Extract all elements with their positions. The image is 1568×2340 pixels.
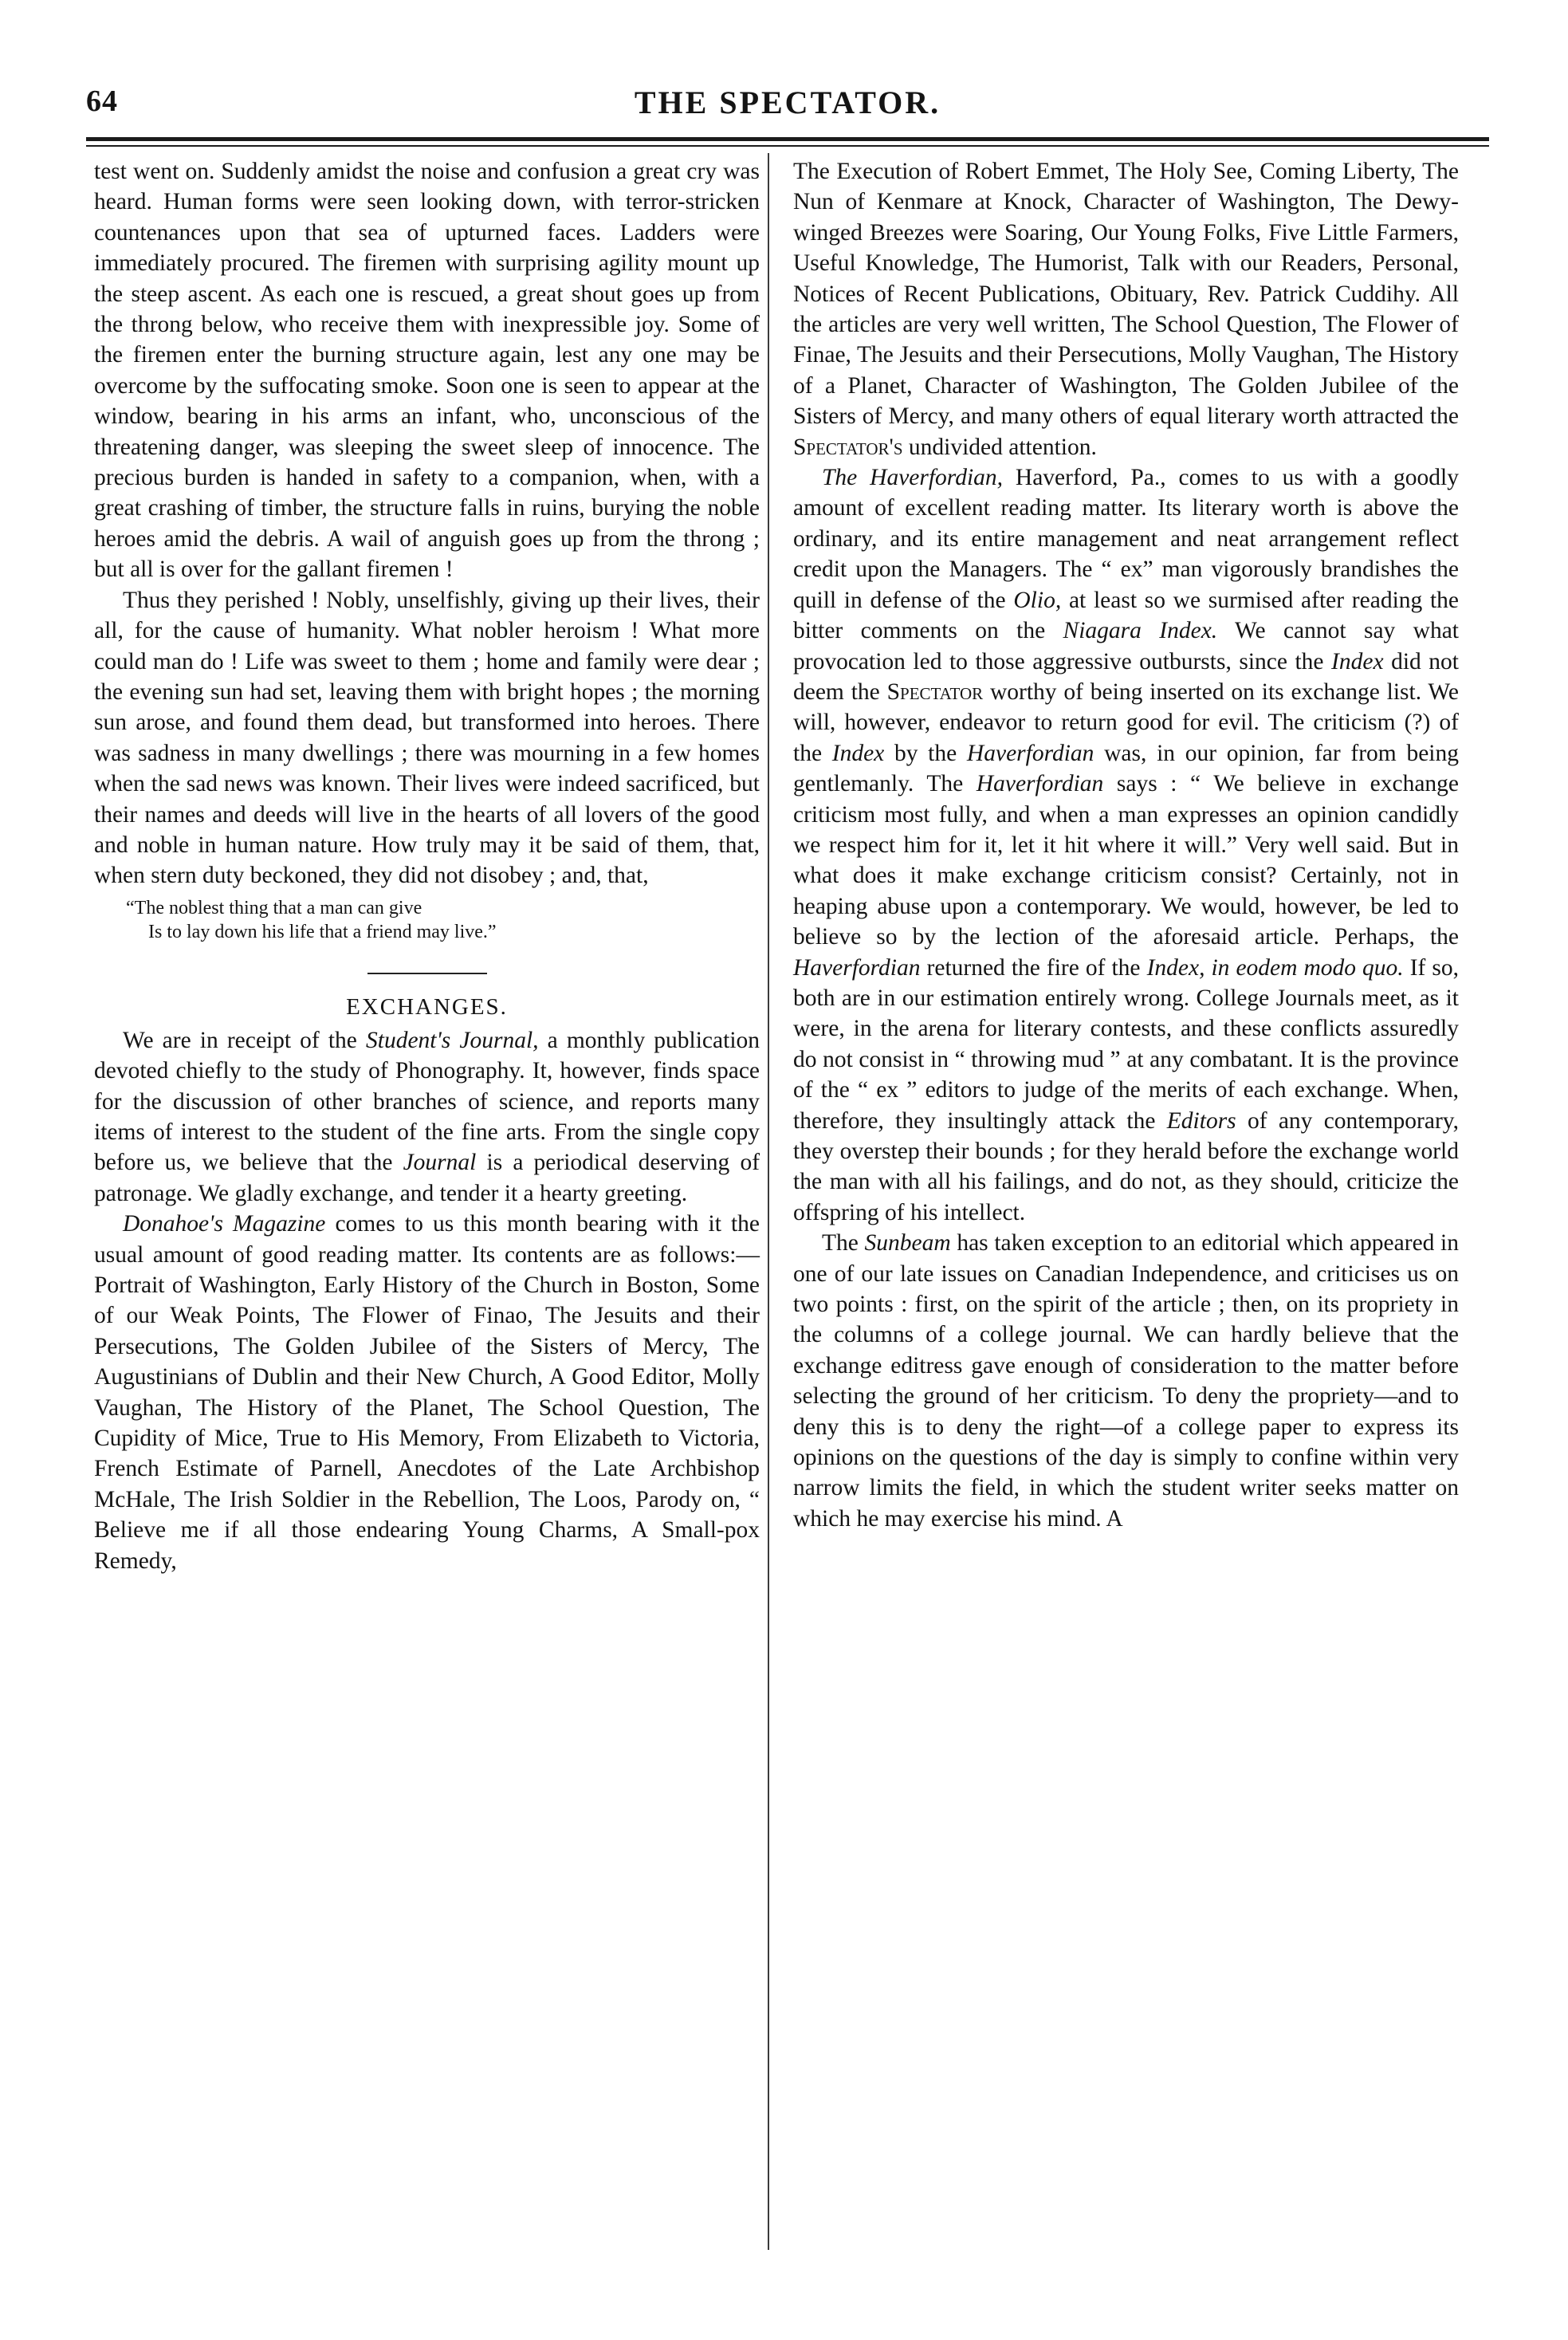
haverfordian-paragraph: The Haverfordian, Haverford, Pa., comes to us with a goodly amount of excellent reading matter. Its literary worth is above the ordinary, and its entire management and neat arrangement reflect credit upon the Managers. The “ ex” man vigorously brandishes the quill in defense of the Olio, at least so we surmised after reading the bitter comments on the Niagara Index. We cannot say what provocation led to those aggressive outbursts, since the Index did not deem the Spectator worthy of being inserted on its exchange list. We will, however, endeavor to return good for evil. The criticism (?) of the Index by the Haverfordian was, in our opinion, far from being gentlemanly. The Haverfordian says : “ We believe in exchange criticism most fully, and when a man expresses an opinion candidly we respect him for it, let it hit where it will.” Very well said. But in what does it make exchange criticism consist? Certainly, not in heaping abuse upon a contemporary. We would, however, be led to believe so by the lection of the aforesaid article. Perhaps, the Haverfordian returned the fire of the Index, in eodem modo quo. If so, both are in our estimation entirely wrong. College Journals meet, as it were, in the arena for literary contests, and these conflicts assuredly do not consist in “ throwing mud ” at any combatant. It is the province of the “ ex ” editors to judge of the merits of each exchange. When, therefore, they insultingly attack the Editors of any contemporary, they overstep their bounds ; for they herald before the exchange world the man with all his failings, and do not, as they should, criticize the offspring of his intellect. bbox=[793, 465, 1460, 1225]
header-rule-thin bbox=[86, 145, 1489, 147]
left-column bbox=[94, 156, 760, 1576]
donahoes-contents-continued: The Execution of Robert Emmet, The Holy See, Coming Liberty, The Nun of Kenmare at Knock, Character of Washington, The Dewy-winged Breezes were Soaring, Our Young Folks, Five Little Farmers, Useful Knowledge, The Humorist, Talk with our Readers, Personal, Notices of Recent Publications, Obituary, Rev. Patrick Cuddihy. All the articles are very well written, The School Question, The Flower of Finae, The Jesuits and their Persecutions, Molly Vaughan, The History of a Planet, Character of Washington, The Golden Jubilee of the Sisters of Mercy, and many others of equal literary worth attracted the Spectator's undivided attention. bbox=[793, 159, 1459, 460]
verse-line-2: Is to lay down his life that a friend may live.” bbox=[148, 921, 497, 942]
exchanges-heading: EXCHANGES. bbox=[346, 993, 508, 1020]
fire-story-continued: test went on. Suddenly amidst the noise and confusion a great cry was heard. Human forms were seen looking down, with terror-stricken countenances upon that sea of upturned faces. Ladders were immediately procured. The firemen with surprising agility mount up the steep ascent. As each one is rescued, a great shout goes up from the throng below, who receive them with inexpressible joy. Some of the firemen enter the burning structure again, lest any one may be overcome by the suffocating smoke. Soon one is seen to appear at the window, bearing in his arms an infant, who, unconscious of the threatening danger, was sleeping the sweet sleep of innocence. The precious burden is handed in safety to a companion, when, with a great crashing of timber, the structure falls in ruins, burying the noble heroes amid the debris. A wail of anguish goes up from the throng ; but all is over for the gallant firemen ! bbox=[94, 159, 760, 583]
verse-quote bbox=[126, 896, 760, 944]
page-number: 64 bbox=[86, 85, 118, 118]
running-head-title: THE SPECTATOR. bbox=[634, 85, 941, 120]
donahoes-magazine-paragraph: Donahoe's Magazine comes to us this month bearing with it the usual amount of good reading matter. Its contents are as follows:— Portrait of Washington, Early History of the Church in Boston, Some of our Weak Points, The Flower of Finao, The Jesuits and their Persecutions, The Golden Jubilee of the Sisters of Mercy, The Augustinians of Dublin and their New Church, A Good Editor, Molly Vaughan, The History of the Planet, The School Question, The Cupidity of Mice, True to His Memory, From Elizabeth to Victoria, French Estimate of Parnell, Anecdotes of the Late Archbishop McHale, The Irish Soldier in the Rebellion, The Loos, Parody on, “ Believe me if all those endearing Young Charms, A Small-pox Remedy, bbox=[94, 1211, 760, 1574]
section-divider bbox=[367, 973, 487, 974]
students-journal-paragraph: We are in receipt of the Student's Journal, a monthly publication devoted chiefly to the study of Phonography. It, however, finds space for the discussion of other branches of science, and reports many items of interest to the student of the fine arts. From the single copy before us, we believe that the Journal is a periodical deserving of patronage. We gladly exchange, and tender it a hearty greeting. bbox=[94, 1027, 760, 1206]
right-column bbox=[793, 156, 1459, 1534]
sunbeam-paragraph: The Sunbeam has taken exception to an editorial which appeared in one of our late issues on Canadian Independence, and criticises us on two points : first, on the spirit of the article ; then, on its propriety in the columns of a college journal. We can hardly believe that the exchange editress gave enough of consideration to the matter before selecting the ground of her criticism. To deny the propriety—and to deny this is to deny the right—of a college paper to express its opinions on the questions of the day is simply to confine within very narrow limits the field, in which the student writer seeks matter on which he may exercise his mind. A bbox=[793, 1230, 1460, 1532]
fire-story-conclusion: Thus they perished ! Nobly, unselfishly, giving up their lives, their all, for the cause of humanity. What nobler heroism ! What more could man do ! Life was sweet to them ; home and family were dear ; the evening sun had set, leaving them with bright hopes ; the morning sun arose, and found them dead, but transformed into heroes. There was sadness in many dwellings ; there was mourning in a few homes when the sad news was known. Their lives were indeed sacrificed, but their names and deeds will live in the hearts of all lovers of the good and noble in human nature. How truly may it be said of them, that, when stern duty beckoned, they did not disobey ; and, that, bbox=[94, 587, 760, 889]
column-divider bbox=[768, 153, 769, 2250]
page-header bbox=[86, 84, 1489, 132]
header-rule-thick bbox=[86, 137, 1489, 141]
verse-line-1: “The noblest thing that a man can give bbox=[126, 897, 422, 918]
